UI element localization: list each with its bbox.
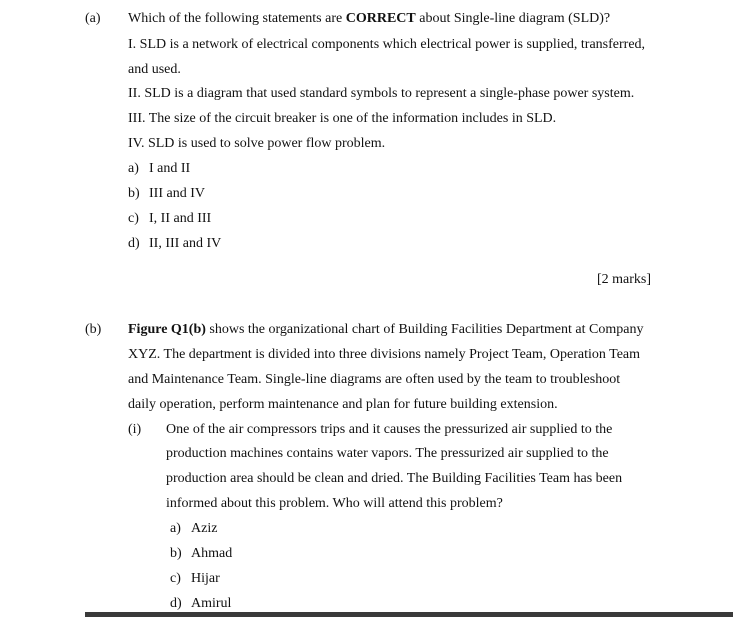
option-letter: b): [170, 546, 182, 561]
sub-i-line-4: informed about this problem. Who will attend this problem?: [166, 496, 503, 511]
option-text: II, III and IV: [149, 236, 222, 251]
sub-i-line-3: production area should be clean and dried. The Building Facilities Team has been: [166, 471, 623, 486]
part-a-question: [128, 10, 610, 28]
option-c: [128, 210, 211, 228]
part-a-label: (a): [85, 11, 101, 26]
part-b-line-4: daily operation, perform maintenance and plan for future building extension.: [128, 397, 558, 412]
option-text: Hijar: [191, 571, 220, 586]
option-letter: d): [128, 236, 140, 251]
sub-option-c: [170, 570, 220, 588]
option-d: [128, 235, 221, 253]
statement-1-line-1: I. SLD is a network of electrical components which electrical power is supplied, transferred,: [128, 37, 646, 52]
option-letter: d): [170, 596, 182, 611]
option-text: I, II and III: [149, 211, 212, 226]
figure-reference: Figure Q1(b): [128, 322, 206, 337]
statement-1-line-2: and used.: [128, 62, 181, 77]
sub-question-i-label: (i): [128, 422, 142, 437]
marks-label: [2 marks]: [596, 272, 651, 287]
option-letter: b): [128, 186, 140, 201]
question-bold-word: CORRECT: [345, 11, 416, 26]
option-text: Aziz: [191, 521, 218, 536]
option-letter: c): [128, 211, 139, 226]
question-text-start: Which of the following statements are: [128, 11, 346, 26]
statement-2: II. SLD is a diagram that used standard symbols to represent a single-phase power system.: [128, 86, 635, 101]
part-b-line-3: and Maintenance Team. Single-line diagrams are often used by the team to troubleshoot: [128, 372, 621, 387]
option-text: Amirul: [191, 596, 232, 611]
question-text-end: about Single-line diagram (SLD)?: [415, 11, 611, 26]
sub-option-a: [170, 520, 217, 538]
option-b: [128, 185, 205, 203]
part-b-line-2: XYZ. The department is divided into three divisions namely Project Team, Operation Team: [128, 347, 641, 362]
option-letter: a): [170, 521, 181, 536]
option-text: III and IV: [149, 186, 205, 201]
option-letter: c): [170, 571, 181, 586]
option-letter: a): [128, 161, 139, 176]
option-text: Ahmad: [191, 546, 233, 561]
part-b-label: (b): [85, 322, 102, 337]
sub-i-line-2: production machines contains water vapors. The pressurized air supplied to the: [166, 446, 609, 461]
page-bottom-divider: [85, 612, 733, 617]
part-b-line-1-text: shows the organizational chart of Building Facilities Department at Company: [205, 322, 644, 337]
sub-option-d: [170, 595, 231, 613]
statement-3: III. The size of the circuit breaker is one of the information includes in SLD.: [128, 111, 557, 126]
option-a: [128, 160, 190, 178]
sub-i-line-1: One of the air compressors trips and it causes the pressurized air supplied to the: [166, 422, 613, 437]
part-b-line-1: [128, 321, 643, 339]
option-text: I and II: [149, 161, 191, 176]
statement-4: IV. SLD is used to solve power flow problem.: [128, 136, 386, 151]
sub-option-b: [170, 545, 232, 563]
